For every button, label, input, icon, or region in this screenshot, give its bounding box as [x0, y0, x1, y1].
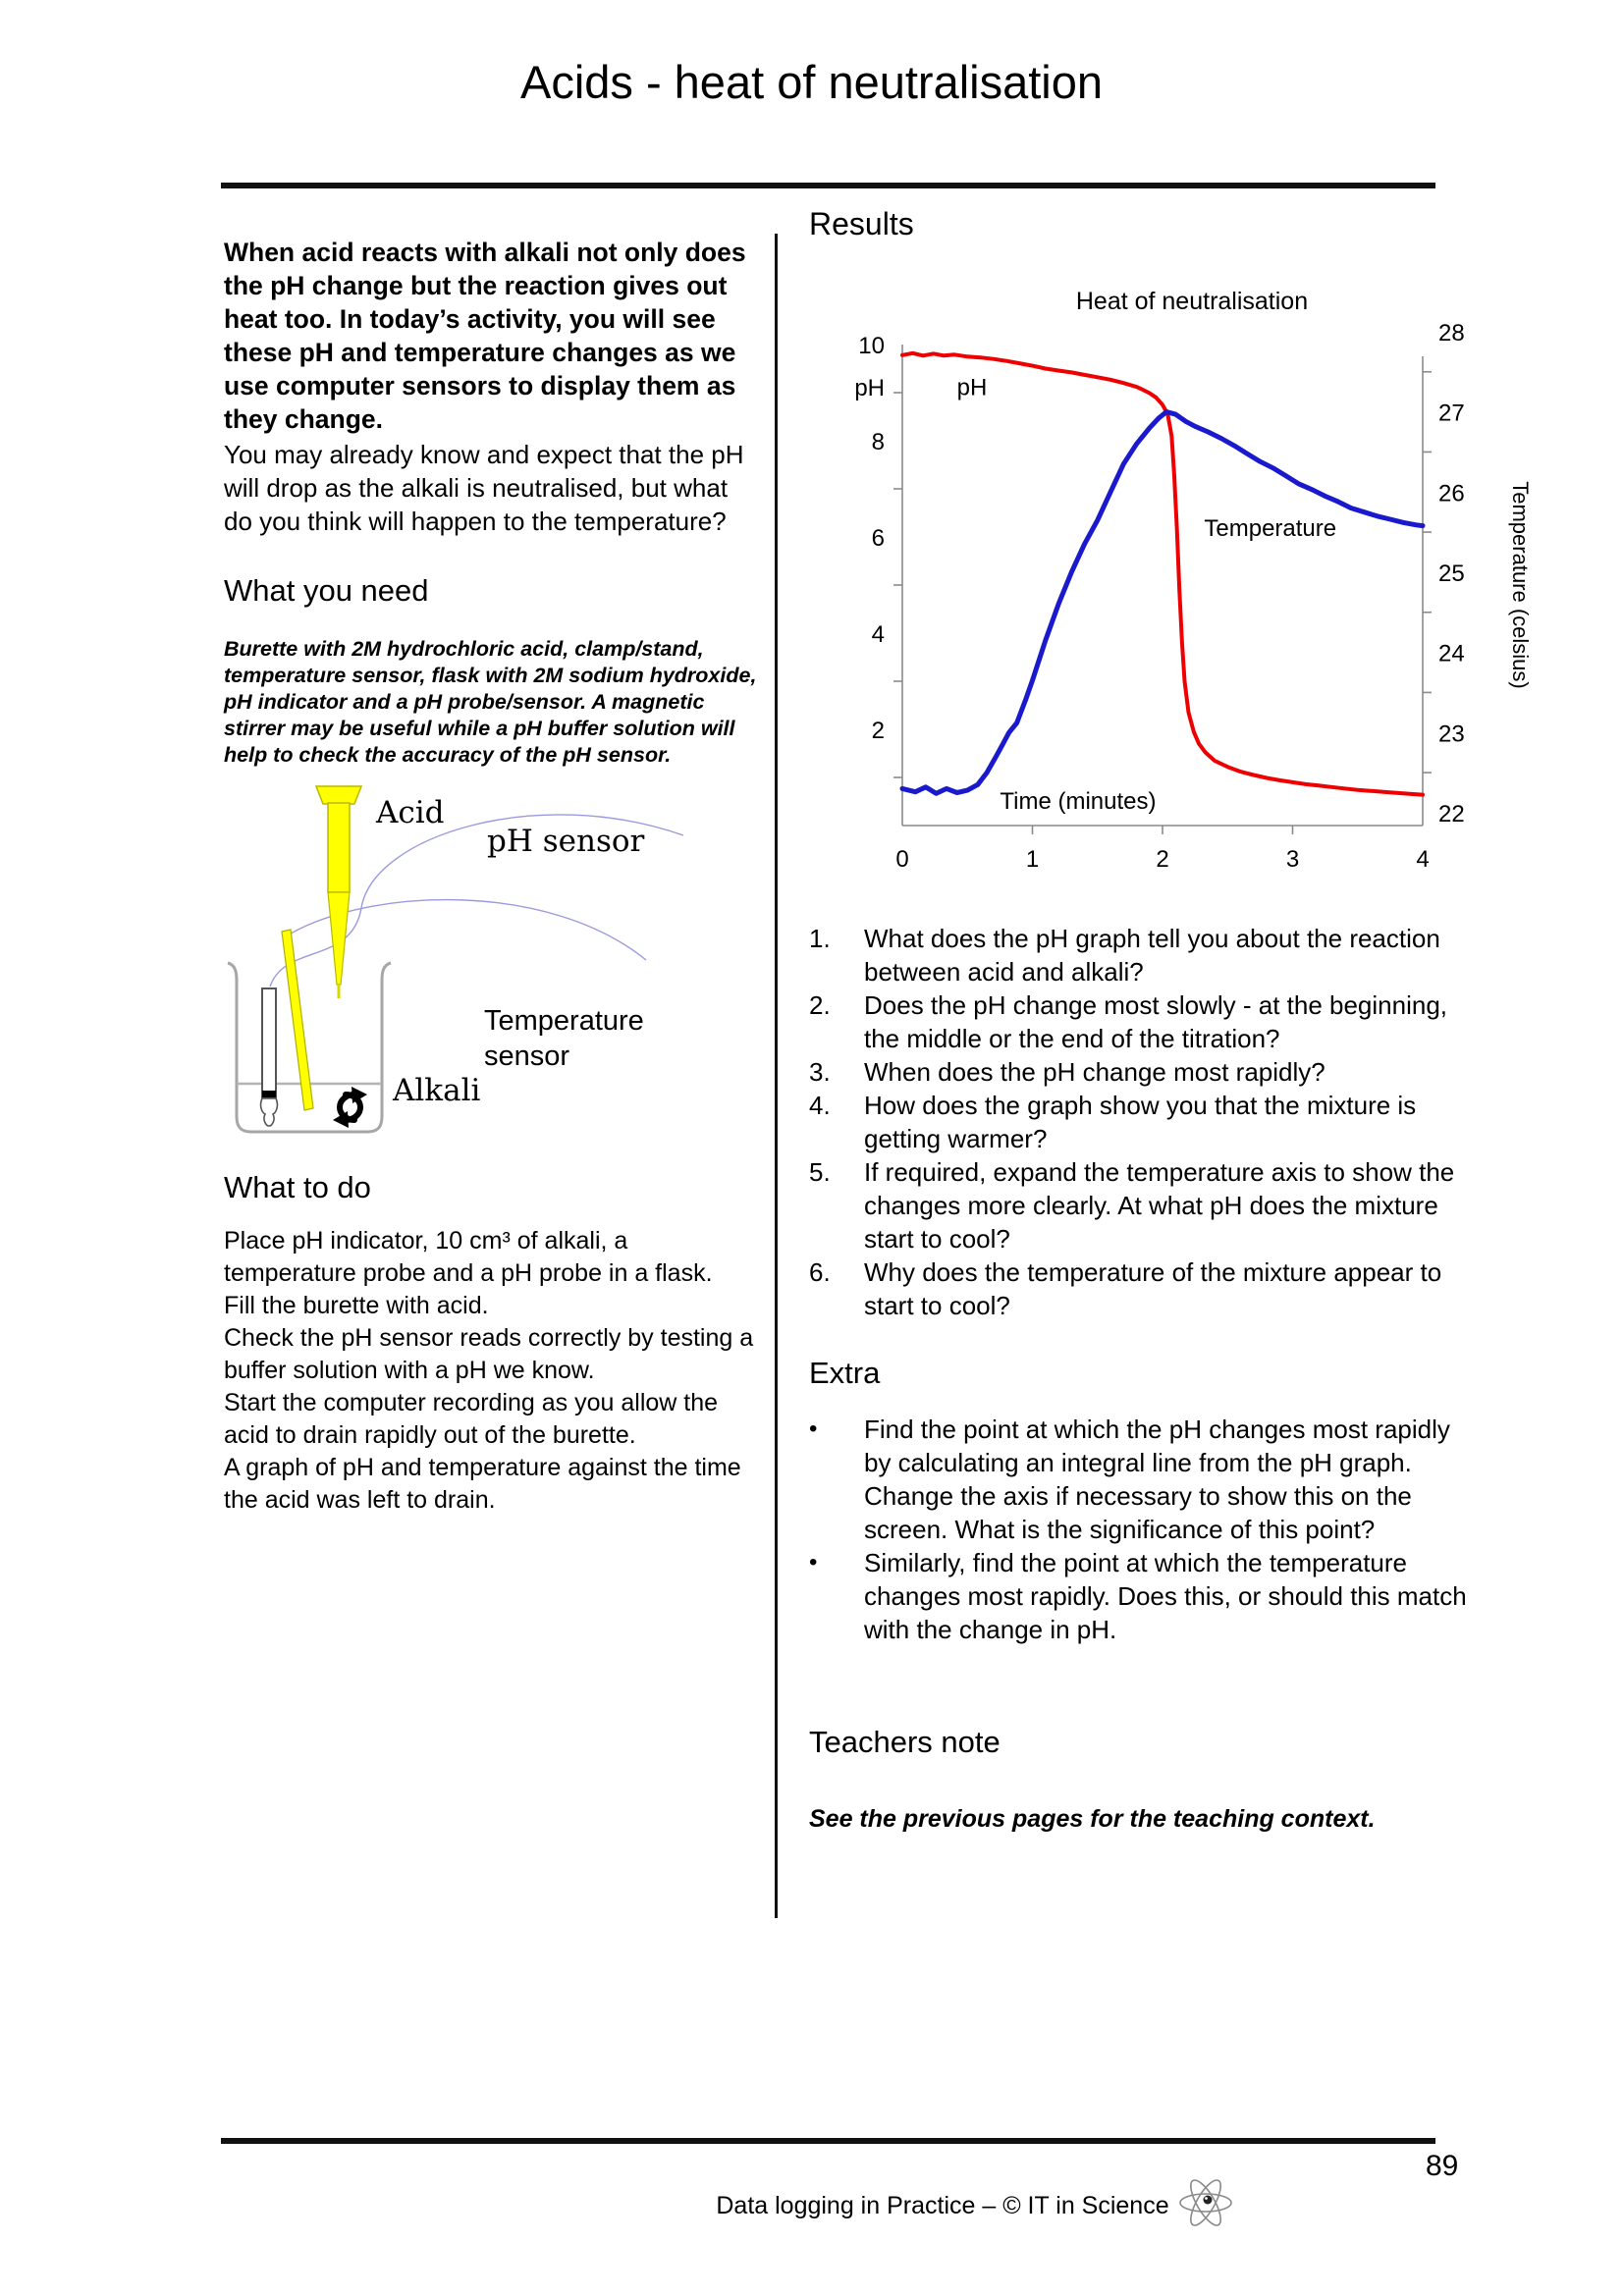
question-item — [809, 922, 1557, 988]
equipment-paragraph: Burette with 2M hydrochloric acid, clamp/stand, temperature sensor, flask with 2M sodium hydroxide, pH indicator and a pH probe/sensor. A magnetic stirrer may be useful while a pH buffer solution will help to check the accuracy of the pH sensor. — [224, 637, 757, 767]
intro-paragraph: You may already know and expect that the pH will drop as the alkali is neutralised, but what do you think will happen to the temperature? — [224, 440, 744, 536]
footer-credit-text: Data logging in Practice – © IT in Science — [716, 2191, 1169, 2219]
results-chart — [809, 246, 1557, 904]
time-tick-label: 3 — [1285, 846, 1300, 873]
column-divider — [775, 234, 778, 1918]
page-title: Acids - heat of neutralisation — [519, 56, 1104, 108]
ph-tick-label: 10 — [858, 333, 885, 359]
question-number: 4. — [809, 1091, 831, 1120]
question-text: Does the pH change most slowly - at the beginning, the middle or the end of the titration? — [864, 990, 1448, 1053]
right-column — [809, 206, 1557, 1834]
ph-tick-label: 2 — [871, 718, 885, 744]
time-tick-label: 0 — [895, 846, 909, 873]
question-number: 3. — [809, 1057, 831, 1087]
temp-tick-label: 25 — [1438, 560, 1465, 587]
chart-annotation: Temperature — [1204, 515, 1337, 543]
acid-label: Acid — [376, 795, 445, 830]
question-text: What does the pH graph tell you about the reaction between acid and alkali? — [864, 924, 1440, 987]
bullet-text: Find the point at which the pH changes most rapidly by calculating an integral line from the pH graph. Change the axis if necessary to show this on the screen. What is the significance of this point? — [864, 1415, 1450, 1544]
temp-tick-label: 23 — [1438, 721, 1465, 748]
bullet-dot: • — [809, 1549, 818, 1575]
question-item — [809, 988, 1557, 1055]
series-ph-line — [902, 353, 1423, 795]
atom-icon — [1177, 2170, 1234, 2242]
question-text: How does the graph show you that the mixture is getting warmer? — [864, 1091, 1417, 1153]
temperature-sensor-label-line2: sensor — [484, 1041, 570, 1072]
bullet-dot: • — [809, 1415, 818, 1442]
ph-tick-label: 6 — [871, 525, 885, 552]
ph-sensor-label: pH sensor — [487, 824, 645, 859]
temp-tick-label: 22 — [1438, 800, 1465, 828]
page-number: 89 — [1426, 2150, 1459, 2182]
what-to-do-heading: What to do — [224, 1170, 371, 1204]
footer-credit — [334, 2171, 1616, 2240]
series-temperature-line — [902, 412, 1423, 794]
step-line: Fill the burette with acid. — [224, 1292, 489, 1319]
results-heading: Results — [809, 206, 914, 241]
question-text: Why does the temperature of the mixture appear to start to cool? — [864, 1257, 1442, 1320]
alkali-label: Alkali — [393, 1073, 481, 1108]
question-text: If required, expand the temperature axis to show the changes more clearly. At what pH does the mixture start to cool? — [864, 1157, 1455, 1254]
step-line: Check the pH sensor reads correctly by testing a buffer solution with a pH we know. — [224, 1324, 754, 1384]
questions-list — [809, 922, 1557, 1322]
what-to-do-steps — [224, 1225, 762, 1517]
burette — [316, 786, 361, 998]
stirrer-arrows-icon — [333, 1087, 367, 1128]
apparatus-diagram — [224, 778, 762, 1156]
step-line: A graph of pH and temperature against the time the acid was left to drain. — [224, 1454, 741, 1514]
question-item — [809, 1089, 1557, 1155]
extra-bullet-item — [809, 1546, 1557, 1646]
ph-tick-label: 4 — [871, 621, 885, 648]
question-item — [809, 1055, 1557, 1089]
question-number: 1. — [809, 924, 831, 953]
chart-annotation: Time (minutes) — [1000, 787, 1157, 815]
question-text: When does the pH change most rapidly? — [864, 1057, 1325, 1087]
chart-title: Heat of neutralisation — [1075, 288, 1309, 315]
what-you-need-heading: What you need — [224, 573, 429, 608]
question-number: 5. — [809, 1157, 831, 1187]
temperature-sensor-label-line1: Temperature — [484, 1005, 644, 1037]
question-item — [809, 1155, 1557, 1255]
temp-tick-label: 27 — [1438, 400, 1465, 427]
temp-axis-title: Temperature (celsius) — [1508, 481, 1533, 689]
time-tick-label: 1 — [1025, 846, 1040, 873]
ph-probe — [261, 988, 278, 1126]
title-rule — [221, 183, 1435, 188]
ph-tick-label: 8 — [871, 429, 885, 455]
step-line: Place pH indicator, 10 cm³ of alkali, a temperature probe and a pH probe in a flask. — [224, 1227, 713, 1287]
time-tick-label: 4 — [1416, 846, 1430, 873]
intro-bold-paragraph: When acid reacts with alkali not only does the pH change but the reaction gives out heat too. In today’s activity, you will see these pH and temperature changes as we use computer sensors to display them as they change. — [224, 238, 746, 434]
time-tick-label: 2 — [1156, 846, 1169, 873]
extra-bullets-list — [809, 1413, 1557, 1646]
temp-tick-label: 26 — [1438, 480, 1465, 507]
chart-annotation: pH — [956, 374, 988, 401]
teachers-note-text: See the previous pages for the teaching context. — [809, 1805, 1376, 1833]
bullet-text: Similarly, find the point at which the temperature changes most rapidly. Does this, or should this match with the change in pH. — [864, 1548, 1467, 1644]
extra-bullet-item — [809, 1413, 1557, 1546]
footer-rule — [221, 2138, 1435, 2144]
question-number: 2. — [809, 990, 831, 1020]
ph-axis-title: pH — [854, 375, 885, 401]
temp-tick-label: 24 — [1438, 640, 1465, 667]
teachers-note-heading: Teachers note — [809, 1725, 1001, 1759]
temp-tick-label: 28 — [1438, 319, 1465, 347]
step-line: Start the computer recording as you allow the acid to drain rapidly out of the burette. — [224, 1389, 719, 1449]
question-number: 6. — [809, 1257, 831, 1287]
extra-heading: Extra — [809, 1356, 881, 1390]
question-item — [809, 1255, 1557, 1322]
left-column — [224, 236, 762, 1517]
